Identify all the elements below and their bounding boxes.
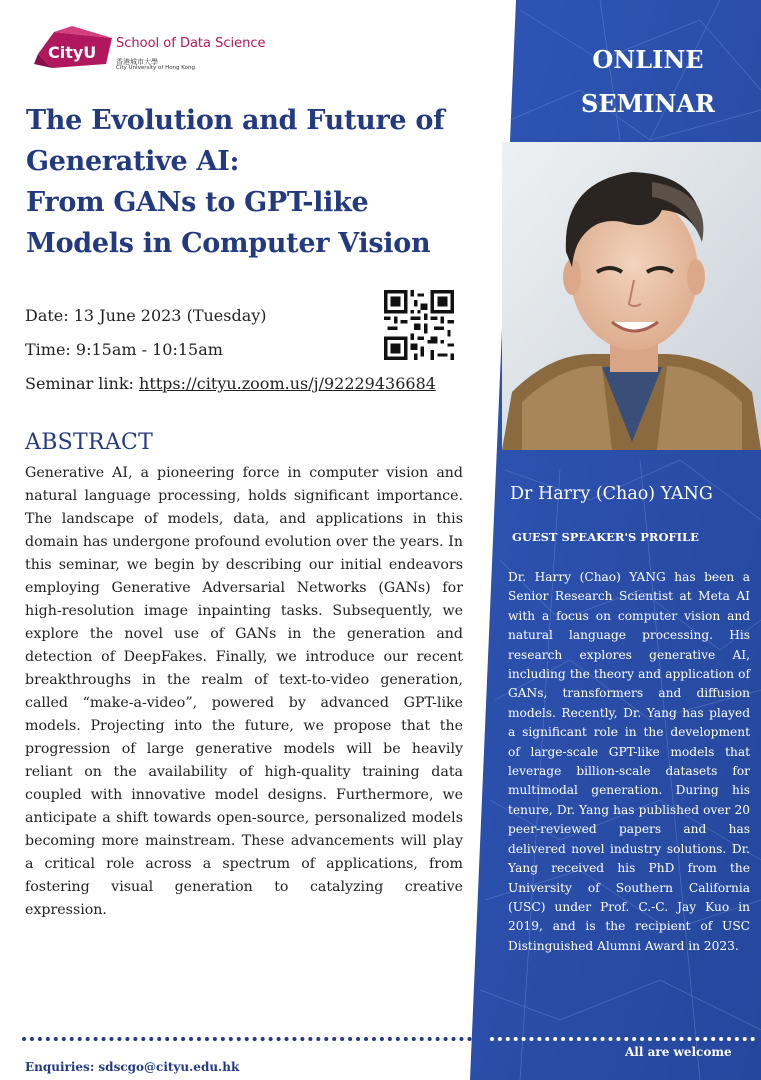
logo-brand-text: CityU	[48, 43, 97, 62]
title-line: From GANs to GPT-like	[26, 187, 369, 218]
seminar-type-line: SEMINAR	[581, 89, 715, 118]
speaker-name: Dr Harry (Chao) YANG	[510, 484, 713, 504]
enquiries-contact: Enquiries: sdscgo@cityu.edu.hk	[25, 1060, 240, 1074]
dotted-divider-right	[490, 1037, 755, 1045]
speaker-profile: Dr. Harry (Chao) YANG has been a Senior Research Scientist at Meta AI with a focus on computer vision and natural language processing. His research explores generative AI, including the theory and application of GANs, transformers and diffusion models. Recently, Dr. Yang has played a significant role in the development of large-scale GPT-like models that leverage billion-scale datasets for multimodal generation. During his tenure, Dr. Yang has published over 20 peer-reviewed papers and has delivered novel industry solutions. Dr. Yang received his PhD from the University of Southern California (USC) under Prof. C.-C. Jay Kuo in 2019, and is the recipient of USC Distinguished Alumni Award in 2023.	[508, 570, 750, 953]
online-seminar-label	[548, 38, 748, 126]
title-line: Models in Computer Vision	[26, 228, 431, 259]
seminar-link-row	[25, 374, 436, 393]
abstract-text: Generative AI, a pioneering force in computer vision and natural language processing, holds significant importance. The landscape of models, data, and applications in this domain has undergone profound evolution over the years. In this seminar, we begin by describing our initial endeavors employing Generative Adversarial Networks (GANs) for high-resolution image inpainting tasks. Subsequently, we explore the novel use of GANs in the generation and detection of DeepFakes. Finally, we introduce our recent breakthroughs in the realm of text-to-video generation, called “make-a-video”, powered by advanced GPT-like models. Projecting into the future, we propose that the progression of large generative models will be heavily reliant on the availability of high-quality training data coupled with innovative model designs. Furthermore, we anticipate a shift towards open-source, personalized models becoming more mainstream. These advancements will play a critical role across a spectrum of applications, from fostering visual generation to catalyzing creative expression.	[25, 465, 463, 918]
seminar-link[interactable]: https://cityu.zoom.us/j/92229436684	[139, 374, 436, 393]
university-chinese-name: 香港城市大學	[116, 58, 158, 66]
school-name: School of Data Science	[116, 36, 266, 51]
all-welcome-note: All are welcome	[625, 1045, 732, 1059]
title-line: The Evolution and Future of	[26, 105, 445, 136]
title-line: Generative AI:	[26, 146, 240, 177]
seminar-type-line: ONLINE	[592, 45, 704, 74]
university-english-name: City University of Hong Kong	[116, 65, 195, 71]
qr-code[interactable]	[384, 290, 454, 360]
profile-heading: GUEST SPEAKER'S PROFILE	[512, 530, 699, 544]
abstract-heading: ABSTRACT	[25, 430, 154, 455]
speaker-photo	[502, 142, 761, 450]
event-time: Time: 9:15am - 10:15am	[25, 340, 223, 359]
event-date: Date: 13 June 2023 (Tuesday)	[25, 306, 267, 325]
dotted-divider-left	[22, 1037, 472, 1045]
seminar-link-label: Seminar link:	[25, 374, 140, 393]
seminar-title	[26, 100, 486, 264]
